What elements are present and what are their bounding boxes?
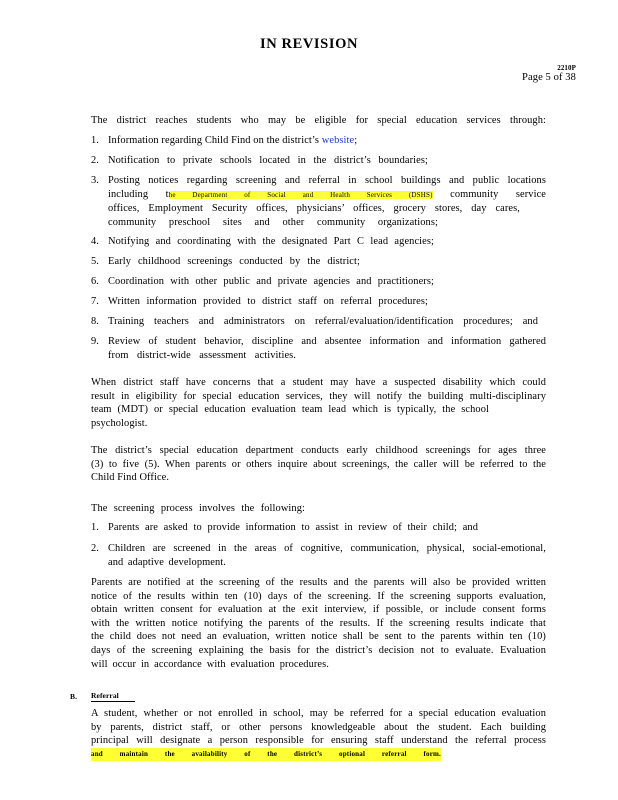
concerns-paragraph: When district staff have concerns that a student may have a suspected disability which could result in eligibility for special education services, they will notify the building multi-disciplinary team (MDT) or special education evaluation team lead which is typically, the school psychologist. [91, 377, 546, 429]
section-letter: B. [70, 692, 78, 701]
document-code: 2210P [557, 64, 576, 72]
page-number: Page 5 of 38 [522, 72, 576, 83]
results-paragraph: Parents are notified at the screening of the results and the parents will also be provided written notice of the results within ten (10) days of the screening. If the screening supports evaluation, obtain written consent for evaluation at the exit interview, if possible, or include consent forms with the written notice notifying the parents of the results. If the screening results indicate that the child does not need an evaluation, written notice shall be sent to the parents within ten (10) days of the screening explaining the basis for the district’s decision not to evaluate. Evaluation will occur in accordance with evaluation procedures. [91, 577, 546, 670]
list-number: 2. [91, 543, 99, 554]
highlighted-text: he Department of Social and Health Services (DSHS) [168, 190, 433, 199]
highlighted-text: and maintain the availability of the district’s optional referral form. [91, 748, 441, 761]
list-item: Posting notices regarding screening and referral in school buildings and public locations including the Department of Social and Health Services (DSHS) community service offices, Employment Security offices, physicians’ offices, grocery stores, day cares, community preschool sites and other community organizations; [108, 175, 547, 228]
list-item: Information regarding Child Find on the district’s website; [108, 135, 358, 146]
list-number: 3. [91, 175, 99, 186]
screenings-paragraph: The district’s special education department conducts early childhood screenings for ages three (3) to five (5). When parents or others inquire about screenings, the caller will be referred to the Child Find Office. [91, 445, 546, 484]
referral-paragraph: A student, whether or not enrolled in school, may be referred for a special education evaluation by parents, district staff, or other persons knowledgeable about the student. Each building principal will designate a person responsible for ensuring staff understand the referral process and maintain the availability of the district’s optional referral form. [91, 707, 546, 761]
list-number: 1. [91, 135, 99, 146]
list-item: Children are screened in the areas of cognitive, communication, physical, social-emotional, and adaptive development. [108, 543, 546, 568]
list-number: 5. [91, 256, 99, 267]
list-item: Review of student behavior, discipline and absentee information and information gathered from district-wide assessment activities. [108, 336, 546, 361]
section-title: Referral [91, 690, 135, 702]
screening-intro: The screening process involves the following: [91, 503, 305, 514]
website-link[interactable]: website [321, 135, 355, 146]
list-item: Training teachers and administrators on referral/evaluation/identification procedures; and [108, 316, 538, 327]
list-number: 1. [91, 522, 99, 533]
list-number: 6. [91, 276, 99, 287]
page-title: IN REVISION [259, 36, 359, 52]
list-item: Notification to private schools located in the district’s boundaries; [108, 155, 428, 166]
list-item: Early childhood screenings conducted by the district; [108, 256, 360, 267]
list-number: 9. [91, 336, 99, 347]
intro-paragraph: The district reaches students who may be eligible for special education services through: [91, 115, 546, 126]
list-item: Coordination with other public and private agencies and practitioners; [108, 276, 434, 287]
list-item: Written information provided to district staff on referral procedures; [108, 296, 428, 307]
list-item: Parents are asked to provide information to assist in review of their child; and [108, 522, 478, 533]
list-number: 8. [91, 316, 99, 327]
list-item: Notifying and coordinating with the designated Part C lead agencies; [108, 236, 434, 247]
list-number: 2. [91, 155, 99, 166]
list-number: 7. [91, 296, 99, 307]
list-number: 4. [91, 236, 99, 247]
